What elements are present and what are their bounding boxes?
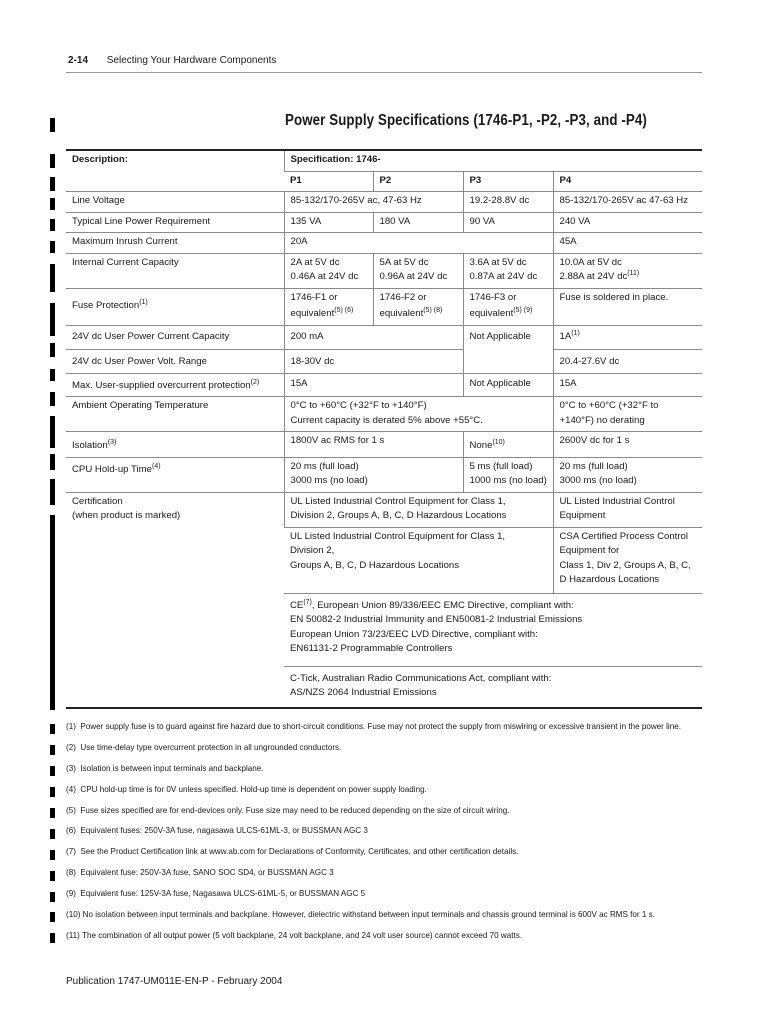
cell <box>463 288 553 325</box>
change-bar <box>50 808 55 818</box>
cell-line: 1000 ms (no load) <box>469 475 547 486</box>
footnote-number: (7) <box>66 847 76 857</box>
model-p4: P4 <box>553 171 702 192</box>
cell <box>284 666 702 708</box>
cell-line: C-Tick, Australian Radio Communications Act, compliant with: <box>290 672 552 684</box>
section-title: Selecting Your Hardware Components <box>106 55 277 66</box>
cell-line: Current capacity is derated 5% above +55°C. <box>290 414 483 426</box>
change-bar <box>50 850 55 860</box>
change-bar <box>50 303 55 336</box>
footnote-text: Equivalent fuse: 250V-3A fuse, SANO SOC SD4, or BUSSMAN AGC 3 <box>80 868 334 878</box>
change-bar <box>50 745 55 755</box>
cell-line: 3000 ms (no load) <box>290 475 368 486</box>
cell-line: 0.96A at 24V dc <box>379 271 448 282</box>
cell: Not Applicable <box>463 325 553 373</box>
row-label-text: Max. User-supplied overcurrent protection <box>72 379 251 391</box>
row-label <box>66 457 284 492</box>
cell-line: Equipment for <box>559 545 620 556</box>
footnote-ref: (5) (9) <box>513 306 533 314</box>
cell <box>553 527 702 593</box>
cell-line: 10.0A at 5V dc <box>559 256 622 268</box>
model-p2: P2 <box>373 171 463 192</box>
footnotes <box>66 722 706 952</box>
change-bar <box>50 343 55 357</box>
row-label: Typical Line Power Requirement <box>66 212 284 233</box>
footnote <box>66 785 706 806</box>
cell-line: Division 2, <box>290 545 335 556</box>
change-bar <box>50 933 55 943</box>
cell: 180 VA <box>373 212 463 233</box>
cell-line: 3.6A at 5V dc <box>469 256 527 268</box>
cell: 20A <box>284 233 553 254</box>
row-label <box>66 492 284 708</box>
change-bar <box>50 154 55 168</box>
footnote-text: Fuse sizes specified are for end-devices only. Fuse size may need to be reduced depending on the size of circuit wiring. <box>80 805 510 815</box>
power-supply-spec-table <box>66 149 702 709</box>
change-bar <box>50 198 55 210</box>
change-bar <box>50 892 55 902</box>
footnote-number: (3) <box>66 763 76 773</box>
cell-text: CE <box>290 599 304 611</box>
cell-text: equivalent <box>290 308 335 319</box>
model-p1: P1 <box>284 171 373 192</box>
cell: 15A <box>284 373 463 397</box>
cell: Fuse is soldered in place. <box>553 288 702 325</box>
footnote-text: Power supply fuse is to guard against fire hazard due to short-circuit conditions. Fuse may not protect the supply from miswiring or excessive transient in the power line. <box>80 722 681 731</box>
change-bar <box>50 871 55 881</box>
table-row <box>66 192 702 213</box>
footnote-text: Equivalent fuse: 125V-3A fuse, Nagasawa ULCS-61ML-5, or BUSSMAN AGC 5 <box>80 889 366 899</box>
cell: 18-30V dc <box>284 350 463 374</box>
row-label: 24V dc User Power Current Capacity <box>66 325 284 350</box>
cell-line: 1746-F2 or <box>379 291 427 303</box>
row-label: 24V dc User Power Volt. Range <box>66 350 284 374</box>
table-row <box>66 212 702 233</box>
cell-line: EN 50082-2 Industrial Immunity and EN50081-2 Industrial Emissions <box>290 614 583 625</box>
table-row <box>66 350 702 374</box>
cell-line: CSA Certified Process Control <box>559 530 688 542</box>
cell <box>553 397 702 432</box>
cell-line: European Union 73/23/EEC LVD Directive, compliant with: <box>290 628 538 640</box>
cell-text: equivalent <box>379 308 424 319</box>
cell-line: 3000 ms (no load) <box>559 475 637 486</box>
row-label: Line Voltage <box>66 192 284 213</box>
footnote-text: No isolation between input terminals and backplane. However, dielectric withstand between input terminals and chassis ground terminal is 600V ac RMS for 1 s. <box>82 910 655 920</box>
footnote-text: See the Product Certification link at www.ab.com for Declarations of Conformity, Certificates, and other certification details. <box>80 847 519 857</box>
footnote-number: (2) <box>66 742 76 752</box>
cell-line: 20 ms (full load) <box>559 460 628 472</box>
table-row <box>66 397 702 432</box>
table-row <box>66 288 702 325</box>
cell: 200 mA <box>284 325 463 350</box>
footnote-ref: (10) <box>492 438 505 446</box>
cell: 45A <box>553 233 702 254</box>
footnote-ref: (7) <box>303 598 312 606</box>
cell <box>463 457 553 492</box>
model-p3: P3 <box>463 171 553 192</box>
cell: 20.4-27.6V dc <box>553 350 702 374</box>
table-row <box>66 432 702 458</box>
cell-line: Groups A, B, C, D Hazardous Locations <box>290 559 460 571</box>
cell <box>284 593 702 666</box>
cell-line: Equipment <box>559 510 606 521</box>
header-divider <box>66 72 702 73</box>
cell-line: 2A at 5V dc <box>290 256 340 268</box>
table-row <box>66 492 702 527</box>
cell-line <box>291 307 368 322</box>
cell-line: Class 1, Div 2, Groups A, B, C, <box>559 559 691 571</box>
cell-line <box>470 307 548 322</box>
footnote-number: (4) <box>66 784 76 794</box>
cell <box>284 527 553 593</box>
cell-text: , European Union 89/336/EEC EMC Directive, compliant with: <box>311 599 574 611</box>
cell-line: UL Listed Industrial Control Equipment for Class 1, <box>290 530 506 542</box>
change-bar <box>50 416 55 448</box>
footnote-text: Equivalent fuses: 250V-3A fuse, nagasawa ULCS-61ML-3, or BUSSMAN AGC 3 <box>80 826 368 836</box>
cell-line <box>560 270 698 285</box>
footnote-ref: (5) (6) <box>334 306 354 314</box>
cell <box>553 492 702 527</box>
cell <box>553 253 702 288</box>
row-label: Internal Current Capacity <box>66 253 284 288</box>
change-bar <box>50 241 55 253</box>
change-bar <box>50 392 55 406</box>
footnote-ref: (2) <box>250 378 260 386</box>
cell <box>284 492 553 527</box>
page-title: Power Supply Specifications (1746-P1, -P2, -P3, and -P4) <box>285 112 647 129</box>
cell-text: equivalent <box>469 308 514 319</box>
cell: 85-132/170-265V ac, 47-63 Hz <box>284 192 463 213</box>
cell <box>553 325 702 350</box>
cell <box>284 253 373 288</box>
cell <box>373 288 463 325</box>
footnote-ref: (11) <box>627 269 640 277</box>
cell-line: +140°F) no derating <box>559 414 645 426</box>
change-bar <box>50 766 55 776</box>
cell-line <box>380 307 458 322</box>
row-label-text: Fuse Protection <box>72 299 140 311</box>
footnote-number: (6) <box>66 826 76 836</box>
table-row <box>66 373 702 397</box>
cell-line: 0.46A at 24V dc <box>290 271 359 282</box>
footnote <box>66 910 706 931</box>
change-bar <box>50 264 55 292</box>
cell-line: UL Listed Industrial Control <box>559 495 675 507</box>
cell: 2600V dc for 1 s <box>553 432 702 458</box>
cell: 19.2-28.8V dc <box>463 192 553 213</box>
footnote <box>66 931 706 952</box>
description-header: Description: <box>66 150 284 192</box>
change-bar <box>50 118 55 132</box>
footnote-number: (5) <box>66 805 76 815</box>
footnote <box>66 847 706 868</box>
cell <box>284 288 373 325</box>
cell-line: 0°C to +60°C (+32°F to +140°F) <box>290 400 427 411</box>
cell-line: 1746-F3 or <box>469 291 517 303</box>
footnote-number: (8) <box>66 868 76 878</box>
cell-text: 2.88A at 24V dc <box>559 271 628 282</box>
cell <box>284 457 463 492</box>
cell-line: UL Listed Industrial Control Equipment for Class 1, <box>290 495 506 507</box>
cell: 1800V ac RMS for 1 s <box>284 432 463 458</box>
footnote-text: Use time-delay type overcurrent protection in all ungrounded conductors. <box>80 742 342 752</box>
footnote-ref: (3) <box>107 438 117 446</box>
cell-line: 0°C to +60°C (+32°F to <box>559 400 659 411</box>
footnote-number: (11) <box>66 930 80 940</box>
cell: 85-132/170-265V ac 47-63 Hz <box>553 192 702 213</box>
change-bar <box>50 912 55 922</box>
change-bar <box>50 177 55 191</box>
publication-footer: Publication 1747-UM011E-EN-P - February 2004 <box>66 976 283 987</box>
cell <box>373 253 463 288</box>
row-label-text: CPU Hold-up Time <box>72 463 152 475</box>
footnote-ref: (4) <box>151 462 161 470</box>
cell <box>463 432 553 458</box>
cell-line: 0.87A at 24V dc <box>469 271 538 282</box>
cell-line <box>290 599 697 614</box>
cell-line: 1746-F1 or <box>290 291 338 303</box>
cell-line: 5 ms (full load) <box>469 460 533 472</box>
footnote-text: CPU hold-up time is for 0V unless specified. Hold-up time is dependent on power supply loading. <box>80 784 427 794</box>
change-bar <box>50 724 55 734</box>
change-bar <box>50 479 55 505</box>
cell-text: None <box>469 440 493 451</box>
footnote-ref: (1) <box>571 329 580 337</box>
table-row <box>66 457 702 492</box>
cell: Not Applicable <box>463 373 553 397</box>
table-header-row <box>66 150 702 171</box>
footnote <box>66 764 706 785</box>
cell-line: 5A at 5V dc <box>379 256 429 268</box>
row-label <box>66 288 284 325</box>
specification-header: Specification: 1746- <box>284 150 702 171</box>
cell-line: Division 2, Groups A, B, C, D Hazardous Locations <box>290 510 507 521</box>
footnote <box>66 889 706 910</box>
change-bar <box>50 829 55 839</box>
cell-line: EN61131-2 Programmable Controllers <box>290 643 453 654</box>
change-bar <box>50 454 55 470</box>
cell <box>284 397 553 432</box>
change-bar <box>50 515 55 710</box>
row-label: Ambient Operating Temperature <box>66 397 284 432</box>
cell: 240 VA <box>553 212 702 233</box>
cell: 15A <box>553 373 702 397</box>
row-label <box>66 432 284 458</box>
change-bar <box>50 369 55 381</box>
cell-line: AS/NZS 2064 Industrial Emissions <box>290 687 437 698</box>
cell-line: 20 ms (full load) <box>290 460 359 472</box>
change-bar <box>50 787 55 797</box>
change-bar <box>50 219 55 231</box>
table-row <box>66 253 702 288</box>
cell-line: (when product is marked) <box>72 510 181 521</box>
footnote <box>66 722 706 743</box>
page-header <box>68 55 276 66</box>
cell: 135 VA <box>284 212 373 233</box>
page-number: 2-14 <box>68 55 89 66</box>
footnote <box>66 743 706 764</box>
footnote-number: (9) <box>66 889 76 899</box>
footnote-text: The combination of all output power (5 volt backplane, 24 volt backplane, and 24 volt user source) cannot exceed 70 watts. <box>82 930 523 940</box>
footnote-ref: (1) <box>139 298 148 306</box>
footnote-number: (10) <box>66 910 81 920</box>
footnote <box>66 868 706 889</box>
cell <box>463 253 553 288</box>
table-row <box>66 233 702 254</box>
cell-line: D Hazardous Locations <box>559 574 660 585</box>
cell: 90 VA <box>463 212 553 233</box>
row-label-text: Isolation <box>72 440 108 451</box>
footnote <box>66 826 706 847</box>
footnote-ref: (5) (8) <box>423 306 443 314</box>
footnote-text: Isolation is between input terminals and backplane. <box>80 763 264 773</box>
footnote <box>66 806 706 827</box>
cell <box>553 457 702 492</box>
row-label: Maximum Inrush Current <box>66 233 284 254</box>
cell-line: Certification <box>72 495 123 507</box>
footnote-number: (1) <box>66 722 76 731</box>
cell-text: 1A <box>559 330 572 342</box>
row-label <box>66 373 284 397</box>
table-row <box>66 325 702 350</box>
